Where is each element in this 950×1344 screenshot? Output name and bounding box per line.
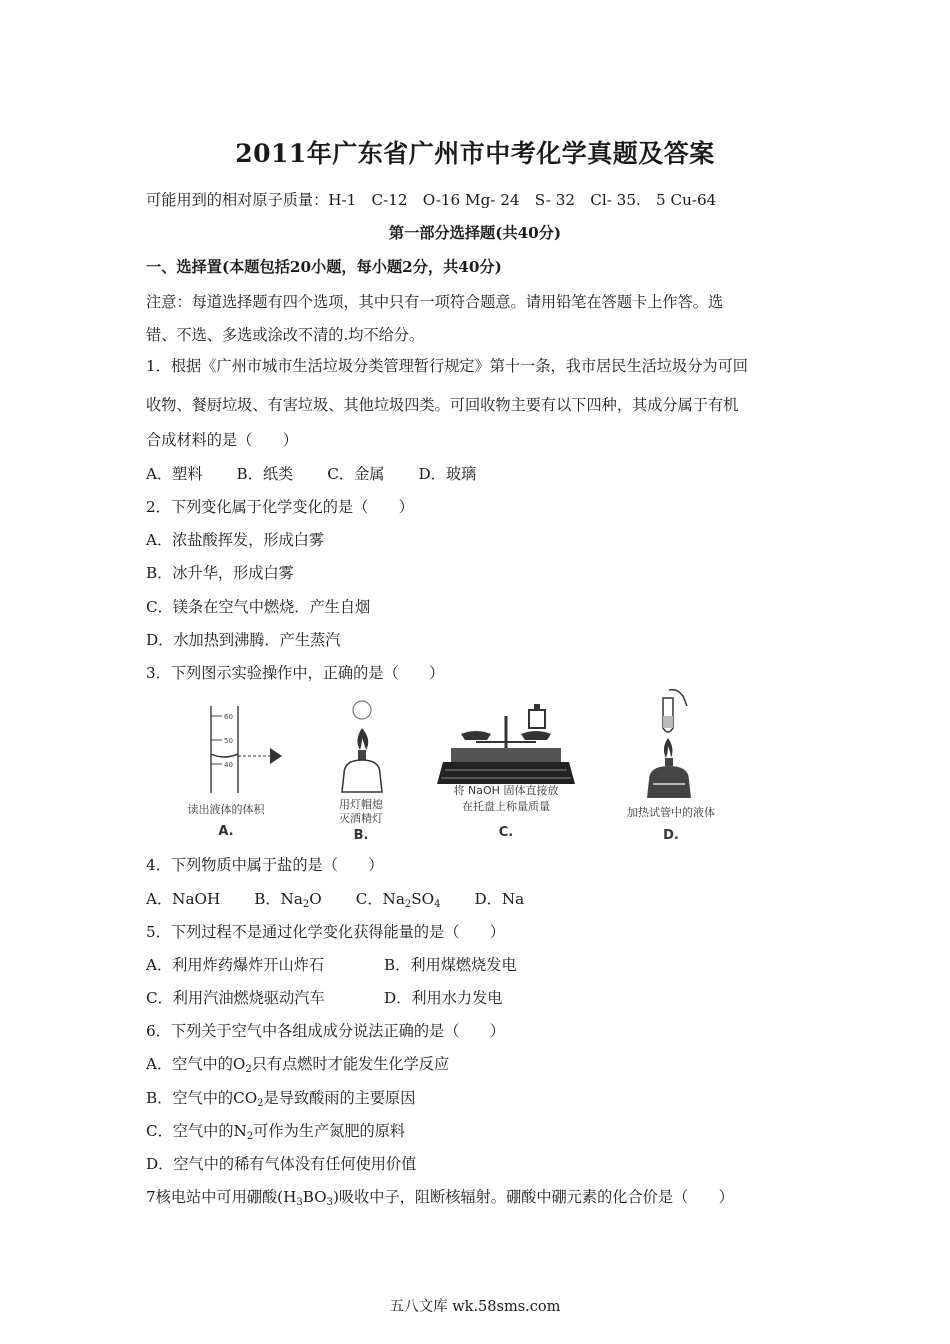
label-b: B. [353, 828, 369, 843]
flame-icon [664, 738, 673, 758]
q6-option-a: A．空气中的$O_2$只有点燃时才能发生化学反应 [146, 1055, 450, 1075]
graduated-cylinder-illustration [166, 688, 286, 798]
scale-label-50: 50 [224, 737, 233, 745]
q1-option-a: A．塑料 [146, 465, 203, 483]
q5-option-d: D．利用水力发电 [384, 989, 503, 1007]
scale-label-60: 60 [224, 713, 233, 721]
q3-figure [166, 688, 746, 848]
q5-options-row-2 [146, 988, 503, 1008]
footer-watermark: 五八文库 wk.58sms.com [389, 1299, 561, 1315]
q6-option-c: C．空气中的$N_2$可作为生产氮肥的原料 [146, 1122, 406, 1142]
q4-option-a: A．NaOH [146, 890, 221, 908]
q2-option-b: B．冰升华，形成白雾 [146, 564, 294, 582]
q4-option-c: C．$Na_2SO_4$ [355, 890, 441, 910]
q5-options-row-1 [146, 955, 517, 975]
q1-stem-line-2: 收物、餐厨垃圾、有害垃圾、其他垃圾四类。可回收物主要有以下四种，其成分属于有机 [146, 396, 739, 414]
label-a: A. [218, 824, 234, 839]
q1-option-c: C．金属 [327, 465, 385, 483]
caption-b-line-1: 用灯帽熄 [339, 798, 383, 811]
notice-line-2: 错、不选、多选或涂改不清的.均不给分。 [146, 326, 425, 344]
figure-d [611, 688, 731, 848]
caption-b-line-2: 灭酒精灯 [339, 812, 383, 825]
q7-stem: 7核电站中可用硼酸$(H_3BO_3)$吸收中子，阻断核辐射。硼酸中硼元素的化合价是（ ） [146, 1188, 734, 1208]
q6-stem: 6．下列关于空气中各组成成分说法正确的是（ ） [146, 1022, 505, 1040]
label-d: D. [663, 828, 679, 843]
caption-a: 读出液体的体积 [187, 803, 265, 816]
q1-option-d: D．玻璃 [418, 465, 477, 483]
part-heading: 一、选择置(本题包括20小题，每小题2分，共40分) [146, 258, 502, 276]
q4-option-b: B．$Na_2O$ [254, 890, 322, 910]
q1-options [146, 464, 476, 484]
section-title: 第一部分选择题(共40分) [388, 224, 562, 242]
q2-option-d: D．水加热到沸腾．产生蒸汽 [146, 631, 341, 649]
atomic-mass-line: 可能用到的相对原子质量：H-1 C-12 O-16 Mg- 24 S- 32 Cl- 35. 5 Cu-64 [146, 191, 717, 209]
figure-a [166, 688, 286, 848]
q1-stem-line-3: 合成材料的是（ ） [146, 431, 298, 449]
page-title: 2011年广东省广州市中考化学真题及答案 [235, 139, 715, 168]
q1-stem-line-1: 1．根据《广州市城市生活垃圾分类管理暂行规定》第十一条，我市居民生活垃圾分为可回 [146, 357, 748, 375]
notice-line-1: 注意：每道选择题有四个选项，其中只有一项符合题意。请用铅笔在答题卡上作答。选 [146, 293, 724, 311]
q5-option-b: B．利用煤燃烧发电 [384, 956, 517, 974]
q2-option-c: C．镁条在空气中燃烧．产生自烟 [146, 598, 371, 616]
q2-option-a: A．浓盐酸挥发，形成白雾 [146, 531, 325, 549]
q4-options [146, 889, 524, 909]
flame-icon [357, 728, 368, 750]
q1-option-b: B．纸类 [236, 465, 294, 483]
q5-option-a: A．利用炸药爆炸开山炸石 [146, 956, 325, 974]
q3-stem: 3．下列图示实验操作中，正确的是（ ） [146, 664, 445, 682]
caption-d: 加热试管中的液体 [627, 806, 715, 819]
q5-stem: 5．下列过程不是通过化学变化获得能量的是（ ） [146, 923, 505, 941]
q4-stem: 4．下列物质中属于盐的是（ ） [146, 856, 384, 874]
q6-option-d: D．空气中的稀有气体没有任何使用价值 [146, 1155, 417, 1173]
q4-option-d: D．Na [474, 890, 525, 908]
scale-label-40: 40 [224, 761, 233, 769]
caption-c-line-2: 在托盘上称量质量 [462, 800, 550, 813]
q6-option-b: B．空气中的$CO_2$是导致酸雨的主要原因 [146, 1089, 416, 1109]
caption-c-line-1: 将 NaOH 固体直接放 [453, 784, 559, 797]
alcohol-lamp-illustration [316, 688, 406, 798]
label-c: C. [498, 825, 514, 840]
figure-b [316, 688, 406, 848]
q2-stem: 2．下列变化属于化学变化的是（ ） [146, 498, 414, 516]
test-tube-heating-illustration [611, 688, 731, 803]
q5-option-c: C．利用汽油燃烧驱动汽车 [146, 989, 325, 1007]
figure-c [431, 688, 581, 848]
eye-icon [270, 748, 282, 764]
